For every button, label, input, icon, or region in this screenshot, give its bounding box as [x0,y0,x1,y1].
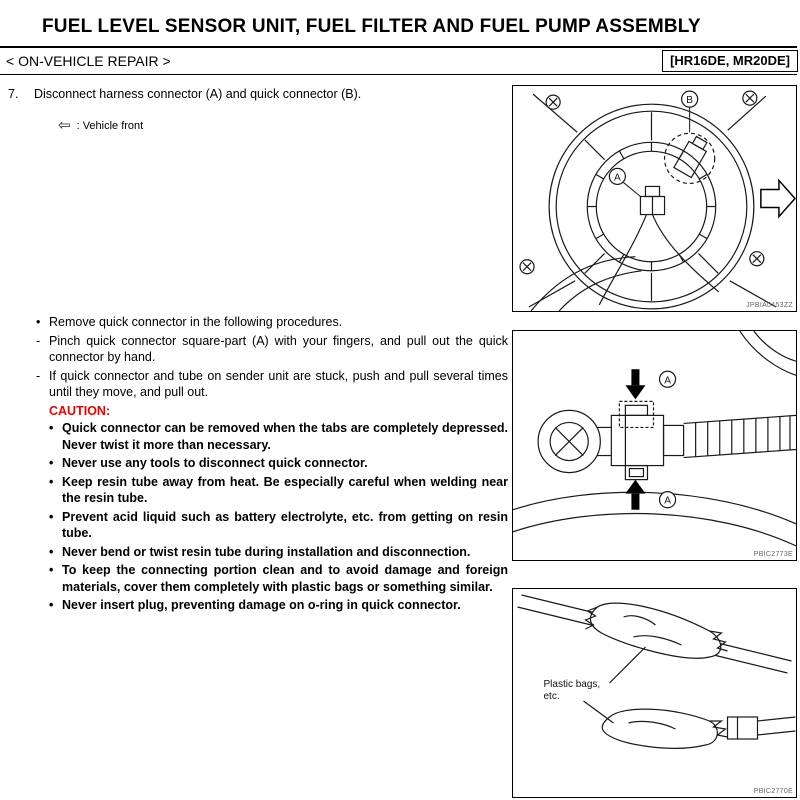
vehicle-front-block-arrow [761,180,795,216]
dash-marker: - [36,368,41,383]
vehicle-front-label: : Vehicle front [76,120,144,132]
list-item [36,333,508,366]
figure-code: JPBIA0453ZZ [746,302,793,309]
figure-code: PBIC2770E [753,788,793,795]
caution-block [49,403,508,614]
vehicle-front-legend [58,117,144,134]
bullet-marker: • [49,456,54,470]
list-item [36,314,508,331]
label-b: B [686,95,693,107]
figure-caption-line1: Plastic bags, [543,679,601,690]
caution-item-text: Keep resin tube away from heat. Be especially careful when welding near the resin tube. [62,474,508,505]
caution-item [49,420,508,453]
caution-item-text: Quick connector can be removed when the tabs are completely depressed. Never twist it more than necessary. [62,421,508,452]
figure-caption-line2: etc. [543,691,560,702]
vehicle-front-arrow-icon: ⇦ [58,117,71,134]
figure-plastic-bags [512,588,797,798]
list-item-text: Remove quick connector in the following procedures. [49,315,343,329]
label-a: A [614,172,621,184]
bullet-marker: • [49,563,54,577]
caution-item-text: To keep the connecting portion clean and to avoid damage and foreign materials, cover them completely with plastic bags or something similar. [62,563,508,594]
bullet-marker: • [36,315,41,329]
header-divider [0,74,797,75]
list-item [36,368,508,401]
bullet-marker: • [49,598,54,612]
quick-connector-b [665,133,715,183]
connector-linework [513,331,796,546]
bullet-marker: • [49,544,54,559]
plastic-bags-illustration [513,589,796,797]
step-number: 7. [8,87,19,101]
caution-item-text: Never bend or twist resin tube during installation and disconnection. [62,544,471,559]
callout-a-top [660,371,676,387]
bags-linework [518,595,796,748]
list-item-text: If quick connector and tube on sender unit are stuck, push and pull several times until they move, and pull out. [49,368,508,399]
list-item-text: Pinch quick connector square-part (A) with your fingers, and pull out the quick connector by hand. [49,333,508,364]
bullet-marker: • [49,421,54,435]
label-a: A [664,375,671,387]
callout-a [609,168,640,196]
bullet-marker: • [49,474,54,489]
procedure-list [36,314,508,616]
section-label: < ON-VEHICLE REPAIR > [6,53,171,69]
figure-assembly-top-view [512,85,797,312]
dash-marker: - [36,333,41,348]
engine-codes-badge: [HR16DE, MR20DE] [662,50,798,72]
page-title: FUEL LEVEL SENSOR UNIT, FUEL FILTER AND FUEL PUMP ASSEMBLY [42,16,701,37]
title-divider [0,46,797,48]
caution-item-text: Never use any tools to disconnect quick connector. [62,456,368,470]
caution-item [49,509,508,542]
caution-item [49,562,508,595]
figure-code: PBIC2773E [753,551,793,558]
caution-item [49,597,508,614]
caution-item [49,544,508,561]
callout-b [682,91,698,132]
bullet-marker: • [49,509,54,524]
quick-connector-illustration [513,331,796,560]
label-a: A [664,495,671,507]
caution-item-text: Prevent acid liquid such as battery electrolyte, etc. from getting on resin tube. [62,509,508,540]
step-item [8,86,508,102]
press-arrow-icons [625,369,645,509]
harness-connector-a [599,186,718,304]
caution-item-text: Never insert plug, preventing damage on o-ring in quick connector. [62,598,461,612]
caution-item [49,455,508,472]
step-text: Disconnect harness connector (A) and quick connector (B). [34,87,362,101]
figure-quick-connector [512,330,797,561]
caution-label: CAUTION: [49,403,111,418]
fuel-pump-assembly-illustration [513,86,796,311]
callout-a-bottom [660,492,676,508]
caution-item [49,474,508,507]
